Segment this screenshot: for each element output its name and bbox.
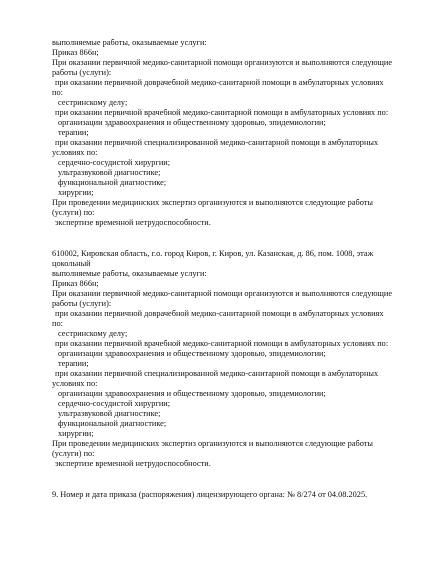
document-line: работы (услуги): bbox=[52, 299, 112, 308]
document-line: при оказании первичной доврачебной медико-санитарной помощи в амбулаторных условиях bbox=[55, 78, 384, 87]
document-line: организации здравоохранения и общественному здоровью, эпидемиологии; bbox=[58, 389, 326, 398]
document-line: при оказании первичной врачебной медико-санитарной помощи в амбулаторных условиях по: bbox=[55, 108, 389, 117]
document-line: При проведении медицинских экспертиз организуются и выполняются следующие работы bbox=[52, 439, 373, 448]
document-line: функциональной диагностике; bbox=[58, 178, 167, 187]
document-line: функциональной диагностике; bbox=[58, 419, 167, 428]
document-line: терапии; bbox=[58, 359, 89, 368]
document-line: При проведении медицинских экспертиз организуются и выполняются следующие работы bbox=[52, 198, 373, 207]
document-line: экспертизе временной нетрудоспособности. bbox=[55, 459, 211, 468]
section-gap bbox=[0, 469, 430, 490]
document-line: экспертизе временной нетрудоспособности. bbox=[55, 218, 211, 227]
section-gap bbox=[0, 228, 430, 249]
document-line: по: bbox=[52, 88, 63, 97]
document-line: цокольный bbox=[52, 259, 91, 268]
document-line: При оказании первичной медико-санитарной помощи организуются и выполняются следующие bbox=[52, 289, 393, 298]
document-line: организации здравоохранения и общественному здоровью, эпидемиологии; bbox=[58, 118, 326, 127]
license-order-item: 9. Номер и дата приказа (распоряжения) лицензирующего органа: № 8/274 от 04.08.2025. bbox=[52, 490, 368, 499]
document-line: 610002, Кировская область, г.о. город Киров, г. Киров, ул. Казанская, д. 86, пом. 1008, этаж bbox=[52, 249, 374, 258]
document-line: (услуги) по: bbox=[52, 449, 95, 458]
document-line: Приказ 866н; bbox=[52, 279, 99, 288]
document-line: при оказании первичной врачебной медико-санитарной помощи в амбулаторных условиях по: bbox=[55, 339, 389, 348]
document-line: по: bbox=[52, 319, 63, 328]
document-line: при оказании первичной специализированной медико-санитарной помощи в амбулаторных bbox=[55, 138, 379, 147]
document-line: сестринскому делу; bbox=[58, 329, 128, 338]
document-line: выполняемые работы, оказываемые услуги: bbox=[52, 38, 207, 47]
document-line: ультразвуковой диагностике; bbox=[58, 168, 161, 177]
document-line: условиях по: bbox=[52, 148, 98, 157]
address-block-1 bbox=[0, 38, 430, 228]
document-line: условиях по: bbox=[52, 379, 98, 388]
document-line: работы (услуги): bbox=[52, 68, 112, 77]
document-line: сестринскому делу; bbox=[58, 98, 128, 107]
document-line: организации здравоохранения и общественному здоровью, эпидемиологии; bbox=[58, 349, 326, 358]
document-line: (услуги) по: bbox=[52, 208, 95, 217]
document-line: при оказании первичной специализированной медико-санитарной помощи в амбулаторных bbox=[55, 369, 379, 378]
document-line: терапии; bbox=[58, 128, 89, 137]
document-line: хирургии; bbox=[58, 429, 94, 438]
document-line: при оказании первичной доврачебной медико-санитарной помощи в амбулаторных условиях bbox=[55, 309, 384, 318]
document-line: При оказании первичной медико-санитарной помощи организуются и выполняются следующие bbox=[52, 58, 393, 67]
document-line: ультразвуковой диагностике; bbox=[58, 409, 161, 418]
document-line: сердечно-сосудистой хирургии; bbox=[58, 158, 170, 167]
address-block-2 bbox=[0, 249, 430, 469]
document-line: сердечно-сосудистой хирургии; bbox=[58, 399, 170, 408]
document-line: выполняемые работы, оказываемые услуги: bbox=[52, 269, 207, 278]
document-line: хирургии; bbox=[58, 188, 94, 197]
document-line: Приказ 866н; bbox=[52, 48, 99, 57]
document-body bbox=[0, 38, 430, 500]
